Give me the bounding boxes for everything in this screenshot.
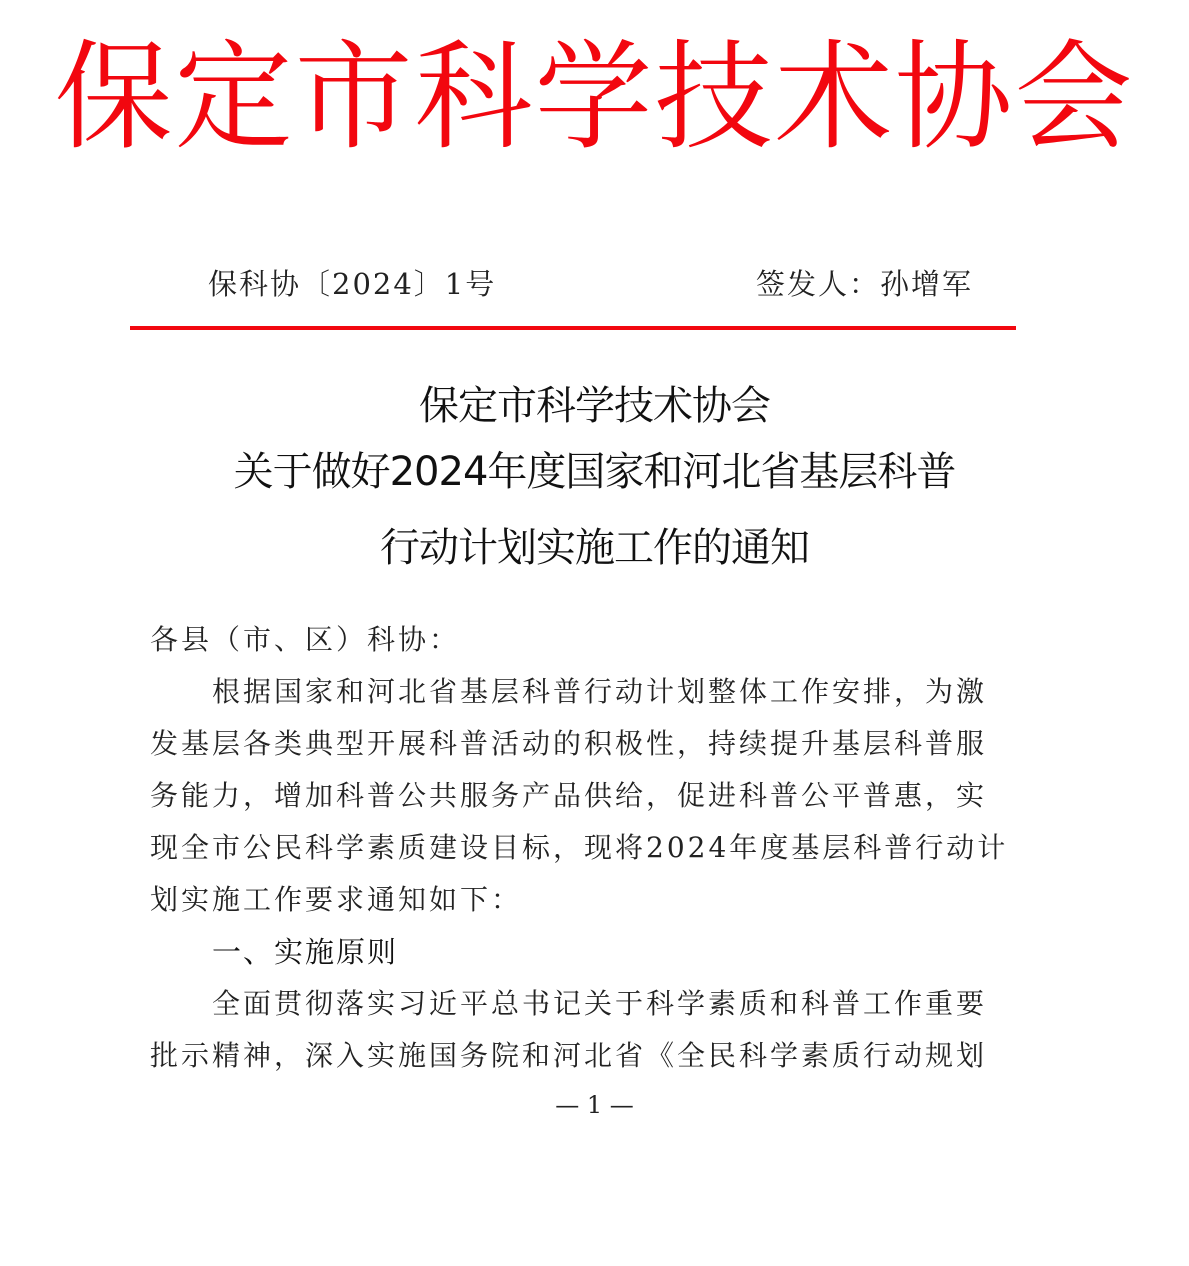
body-line: 务能力，增加科普公共服务产品供给，促进科普公平普惠，实 xyxy=(150,779,988,812)
document-number: 保科协〔2024〕1号 xyxy=(208,267,497,301)
document-title-line-2: 关于做好2024年度国家和河北省基层科普 xyxy=(233,449,956,495)
masthead-title: 保定市科学技术协会 xyxy=(54,28,1135,166)
signer: 签发人：孙增军 xyxy=(756,267,974,301)
section-heading: 一、实施原则 xyxy=(212,935,399,969)
body-line: 现全市公民科学素质建设目标，现将2024年度基层科普行动计 xyxy=(150,831,1009,864)
document-title-line-1: 保定市科学技术协会 xyxy=(419,383,770,429)
body-line: 根据国家和河北省基层科普行动计划整体工作安排，为激 xyxy=(150,675,988,708)
body-line: 划实施工作要求通知如下： xyxy=(150,883,523,916)
page-number: — 1 — xyxy=(555,1091,634,1119)
salutation: 各县（市、区）科协： xyxy=(150,623,461,656)
section-body-line: 全面贯彻落实习近平总书记关于科学素质和科普工作重要 xyxy=(150,987,988,1020)
section-body-line: 批示精神，深入实施国务院和河北省《全民科学素质行动规划 xyxy=(150,1039,988,1072)
red-divider xyxy=(130,326,1016,330)
body-line: 发基层各类典型开展科普活动的积极性，持续提升基层科普服 xyxy=(150,727,988,760)
document-title-line-3: 行动计划实施工作的通知 xyxy=(380,525,809,571)
